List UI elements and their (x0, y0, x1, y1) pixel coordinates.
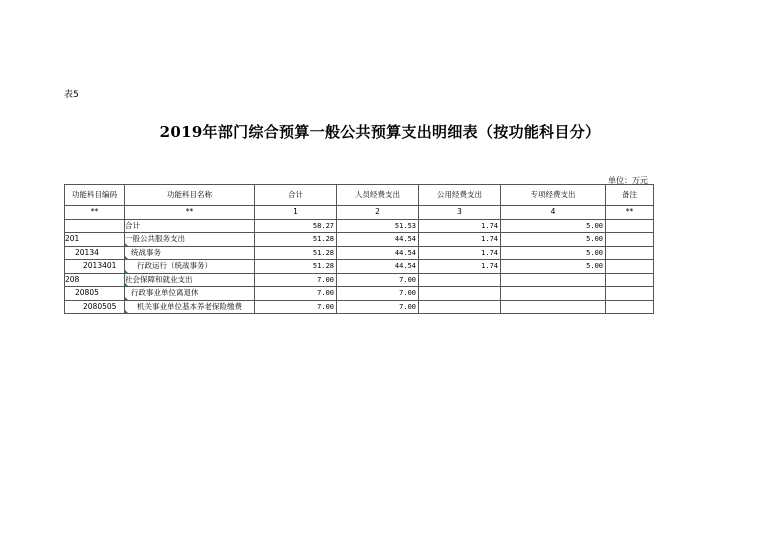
public-cell-text: 1.74 (481, 262, 498, 271)
code-cell (65, 300, 125, 314)
name-cell-text: 行政事业单位离退休 (131, 288, 199, 298)
public-cell (419, 260, 501, 274)
special-cell (501, 300, 606, 314)
index-cell: ** (65, 206, 125, 220)
total-cell-text: 7.00 (317, 289, 334, 298)
table-row (65, 300, 654, 314)
special-cell (501, 287, 606, 301)
public-cell (419, 219, 501, 233)
code-cell-text: 208 (65, 274, 80, 284)
column-header: 公用经费支出 (419, 185, 501, 206)
code-cell (65, 219, 125, 233)
table-row (65, 287, 654, 301)
code-cell (65, 273, 125, 287)
code-cell (65, 233, 125, 247)
name-cell (125, 233, 255, 247)
code-cell (65, 246, 125, 260)
index-cell: 3 (419, 206, 501, 220)
personnel-cell (337, 287, 419, 301)
table-row (65, 260, 654, 274)
personnel-cell (337, 300, 419, 314)
index-row (65, 206, 654, 220)
code-cell-text: 2013401 (83, 261, 117, 271)
note-cell (606, 287, 654, 301)
public-cell-text: 1.74 (481, 221, 498, 230)
total-cell-text: 7.00 (317, 275, 334, 284)
special-cell-text: 5.00 (586, 248, 603, 257)
code-cell (65, 260, 125, 274)
code-cell-text: 20805 (75, 288, 99, 298)
public-cell-text: 1.74 (481, 248, 498, 257)
total-cell (255, 287, 337, 301)
table-row (65, 246, 654, 260)
column-header: 人员经费支出 (337, 185, 419, 206)
personnel-cell-text: 7.00 (399, 289, 416, 298)
note-cell (606, 260, 654, 274)
total-cell-text: 58.27 (312, 221, 334, 230)
name-cell (125, 246, 255, 260)
personnel-cell (337, 260, 419, 274)
public-cell (419, 300, 501, 314)
column-header: 专项经费支出 (501, 185, 606, 206)
public-cell (419, 287, 501, 301)
column-header: 功能科目名称 (125, 185, 255, 206)
note-cell (606, 219, 654, 233)
index-cell: 1 (255, 206, 337, 220)
table-label: 表5 (64, 90, 79, 100)
code-cell (65, 287, 125, 301)
public-cell (419, 246, 501, 260)
header-row (65, 185, 654, 206)
special-cell (501, 246, 606, 260)
personnel-cell-text: 44.54 (394, 235, 416, 244)
total-cell-text: 51.28 (312, 235, 334, 244)
index-cell: 2 (337, 206, 419, 220)
total-cell (255, 273, 337, 287)
special-cell-text: 5.00 (586, 235, 603, 244)
index-cell: 4 (501, 206, 606, 220)
total-cell (255, 246, 337, 260)
unit-label: 单位：万元 (608, 176, 648, 185)
name-cell-text: 合计 (125, 220, 140, 230)
special-cell (501, 260, 606, 274)
budget-table (64, 184, 654, 314)
table-row (65, 233, 654, 247)
personnel-cell-text: 7.00 (399, 302, 416, 311)
index-cell: ** (606, 206, 654, 220)
column-header: 功能科目编码 (65, 185, 125, 206)
name-cell (125, 219, 255, 233)
public-cell (419, 273, 501, 287)
personnel-cell (337, 233, 419, 247)
special-cell-text: 5.00 (586, 262, 603, 271)
personnel-cell-text: 44.54 (394, 248, 416, 257)
code-cell-text: 20134 (75, 247, 99, 257)
note-cell (606, 300, 654, 314)
total-cell (255, 219, 337, 233)
special-cell (501, 233, 606, 247)
public-cell-text: 1.74 (481, 235, 498, 244)
public-cell (419, 233, 501, 247)
name-cell (125, 287, 255, 301)
personnel-cell (337, 219, 419, 233)
total-cell-text: 51.28 (312, 262, 334, 271)
total-cell (255, 260, 337, 274)
name-cell-text: 统战事务 (131, 247, 161, 257)
note-cell (606, 273, 654, 287)
column-header: 备注 (606, 185, 654, 206)
cell-marker-icon (125, 310, 128, 313)
name-cell-text: 社会保障和就业支出 (125, 274, 193, 284)
personnel-cell-text: 44.54 (394, 262, 416, 271)
special-cell-text: 5.00 (586, 221, 603, 230)
total-cell (255, 300, 337, 314)
total-cell (255, 233, 337, 247)
note-cell (606, 246, 654, 260)
personnel-cell-text: 7.00 (399, 275, 416, 284)
index-cell: ** (125, 206, 255, 220)
personnel-cell-text: 51.53 (394, 221, 416, 230)
special-cell (501, 219, 606, 233)
name-cell-text: 一般公共服务支出 (125, 234, 185, 244)
total-cell-text: 51.28 (312, 248, 334, 257)
name-cell-text: 行政运行（统战事务） (137, 261, 212, 271)
total-cell-text: 7.00 (317, 302, 334, 311)
table-row (65, 273, 654, 287)
name-cell-text: 机关事业单位基本养老保险缴费 (137, 301, 242, 311)
special-cell (501, 273, 606, 287)
code-cell-text: 2080505 (83, 301, 117, 311)
personnel-cell (337, 273, 419, 287)
table-row (65, 219, 654, 233)
column-header: 合计 (255, 185, 337, 206)
name-cell (125, 260, 255, 274)
page-title: 2019年部门综合预算一般公共预算支出明细表（按功能科目分） (159, 123, 601, 141)
code-cell-text: 201 (65, 234, 80, 244)
personnel-cell (337, 246, 419, 260)
note-cell (606, 233, 654, 247)
name-cell (125, 273, 255, 287)
name-cell (125, 300, 255, 314)
